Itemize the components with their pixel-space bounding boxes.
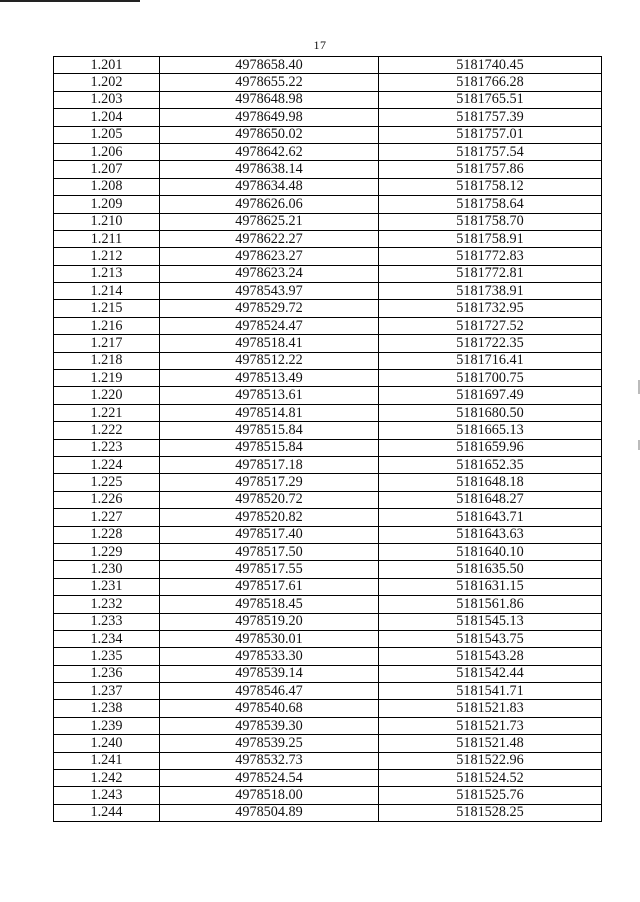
point-number-cell: 1.237 bbox=[54, 683, 160, 700]
table-row bbox=[54, 439, 602, 456]
x-coordinate-cell: 4978539.14 bbox=[160, 665, 379, 682]
y-coordinate-cell: 5181716.41 bbox=[379, 352, 602, 369]
point-number-cell: 1.221 bbox=[54, 404, 160, 421]
y-coordinate-cell: 5181766.28 bbox=[379, 74, 602, 91]
table-row bbox=[54, 178, 602, 195]
x-coordinate-cell: 4978517.61 bbox=[160, 578, 379, 595]
point-number-cell: 1.201 bbox=[54, 57, 160, 74]
table-row bbox=[54, 752, 602, 769]
coordinates-table bbox=[53, 56, 602, 822]
y-coordinate-cell: 5181700.75 bbox=[379, 370, 602, 387]
point-number-cell: 1.203 bbox=[54, 91, 160, 108]
table-row bbox=[54, 735, 602, 752]
y-coordinate-cell: 5181640.10 bbox=[379, 543, 602, 560]
table-row bbox=[54, 387, 602, 404]
y-coordinate-cell: 5181772.83 bbox=[379, 248, 602, 265]
point-number-cell: 1.234 bbox=[54, 630, 160, 647]
x-coordinate-cell: 4978655.22 bbox=[160, 74, 379, 91]
point-number-cell: 1.243 bbox=[54, 787, 160, 804]
y-coordinate-cell: 5181525.76 bbox=[379, 787, 602, 804]
x-coordinate-cell: 4978539.25 bbox=[160, 735, 379, 752]
x-coordinate-cell: 4978517.18 bbox=[160, 456, 379, 473]
y-coordinate-cell: 5181643.71 bbox=[379, 509, 602, 526]
point-number-cell: 1.222 bbox=[54, 422, 160, 439]
table-row bbox=[54, 509, 602, 526]
y-coordinate-cell: 5181643.63 bbox=[379, 526, 602, 543]
x-coordinate-cell: 4978519.20 bbox=[160, 613, 379, 630]
table-row bbox=[54, 700, 602, 717]
table-row bbox=[54, 491, 602, 508]
y-coordinate-cell: 5181757.39 bbox=[379, 109, 602, 126]
x-coordinate-cell: 4978650.02 bbox=[160, 126, 379, 143]
x-coordinate-cell: 4978648.98 bbox=[160, 91, 379, 108]
y-coordinate-cell: 5181541.71 bbox=[379, 683, 602, 700]
table-row bbox=[54, 543, 602, 560]
x-coordinate-cell: 4978518.00 bbox=[160, 787, 379, 804]
y-coordinate-cell: 5181758.70 bbox=[379, 213, 602, 230]
table-row bbox=[54, 404, 602, 421]
x-coordinate-cell: 4978546.47 bbox=[160, 683, 379, 700]
y-coordinate-cell: 5181757.86 bbox=[379, 161, 602, 178]
x-coordinate-cell: 4978543.97 bbox=[160, 283, 379, 300]
y-coordinate-cell: 5181542.44 bbox=[379, 665, 602, 682]
x-coordinate-cell: 4978642.62 bbox=[160, 143, 379, 160]
y-coordinate-cell: 5181648.27 bbox=[379, 491, 602, 508]
x-coordinate-cell: 4978626.06 bbox=[160, 196, 379, 213]
y-coordinate-cell: 5181772.81 bbox=[379, 265, 602, 282]
x-coordinate-cell: 4978524.54 bbox=[160, 770, 379, 787]
x-coordinate-cell: 4978649.98 bbox=[160, 109, 379, 126]
point-number-cell: 1.240 bbox=[54, 735, 160, 752]
point-number-cell: 1.228 bbox=[54, 526, 160, 543]
x-coordinate-cell: 4978622.27 bbox=[160, 230, 379, 247]
point-number-cell: 1.215 bbox=[54, 300, 160, 317]
table-row bbox=[54, 352, 602, 369]
table-row bbox=[54, 717, 602, 734]
point-number-cell: 1.238 bbox=[54, 700, 160, 717]
x-coordinate-cell: 4978658.40 bbox=[160, 57, 379, 74]
x-coordinate-cell: 4978513.49 bbox=[160, 370, 379, 387]
point-number-cell: 1.219 bbox=[54, 370, 160, 387]
y-coordinate-cell: 5181648.18 bbox=[379, 474, 602, 491]
y-coordinate-cell: 5181680.50 bbox=[379, 404, 602, 421]
y-coordinate-cell: 5181521.83 bbox=[379, 700, 602, 717]
table-row bbox=[54, 683, 602, 700]
y-coordinate-cell: 5181521.73 bbox=[379, 717, 602, 734]
y-coordinate-cell: 5181722.35 bbox=[379, 335, 602, 352]
y-coordinate-cell: 5181521.48 bbox=[379, 735, 602, 752]
point-number-cell: 1.220 bbox=[54, 387, 160, 404]
y-coordinate-cell: 5181522.96 bbox=[379, 752, 602, 769]
point-number-cell: 1.208 bbox=[54, 178, 160, 195]
y-coordinate-cell: 5181697.49 bbox=[379, 387, 602, 404]
point-number-cell: 1.242 bbox=[54, 770, 160, 787]
table-row bbox=[54, 161, 602, 178]
table-row bbox=[54, 474, 602, 491]
point-number-cell: 1.229 bbox=[54, 543, 160, 560]
x-coordinate-cell: 4978524.47 bbox=[160, 317, 379, 334]
table-row bbox=[54, 422, 602, 439]
y-coordinate-cell: 5181758.64 bbox=[379, 196, 602, 213]
x-coordinate-cell: 4978540.68 bbox=[160, 700, 379, 717]
x-coordinate-cell: 4978529.72 bbox=[160, 300, 379, 317]
table-row bbox=[54, 804, 602, 821]
table-row bbox=[54, 613, 602, 630]
x-coordinate-cell: 4978518.45 bbox=[160, 596, 379, 613]
y-coordinate-cell: 5181727.52 bbox=[379, 317, 602, 334]
table-row bbox=[54, 143, 602, 160]
table-row bbox=[54, 770, 602, 787]
y-coordinate-cell: 5181528.25 bbox=[379, 804, 602, 821]
table-row bbox=[54, 335, 602, 352]
table-row bbox=[54, 578, 602, 595]
y-coordinate-cell: 5181757.01 bbox=[379, 126, 602, 143]
y-coordinate-cell: 5181659.96 bbox=[379, 439, 602, 456]
table-row bbox=[54, 526, 602, 543]
table-row bbox=[54, 317, 602, 334]
y-coordinate-cell: 5181631.15 bbox=[379, 578, 602, 595]
x-coordinate-cell: 4978520.82 bbox=[160, 509, 379, 526]
x-coordinate-cell: 4978520.72 bbox=[160, 491, 379, 508]
x-coordinate-cell: 4978515.84 bbox=[160, 439, 379, 456]
point-number-cell: 1.223 bbox=[54, 439, 160, 456]
point-number-cell: 1.239 bbox=[54, 717, 160, 734]
page-number: 17 bbox=[313, 38, 327, 52]
point-number-cell: 1.209 bbox=[54, 196, 160, 213]
table-row bbox=[54, 630, 602, 647]
table-row bbox=[54, 74, 602, 91]
point-number-cell: 1.233 bbox=[54, 613, 160, 630]
x-coordinate-cell: 4978514.81 bbox=[160, 404, 379, 421]
y-coordinate-cell: 5181545.13 bbox=[379, 613, 602, 630]
point-number-cell: 1.207 bbox=[54, 161, 160, 178]
x-coordinate-cell: 4978517.50 bbox=[160, 543, 379, 560]
y-coordinate-cell: 5181740.45 bbox=[379, 57, 602, 74]
table-row bbox=[54, 456, 602, 473]
point-number-cell: 1.244 bbox=[54, 804, 160, 821]
point-number-cell: 1.212 bbox=[54, 248, 160, 265]
y-coordinate-cell: 5181561.86 bbox=[379, 596, 602, 613]
table-row bbox=[54, 248, 602, 265]
point-number-cell: 1.210 bbox=[54, 213, 160, 230]
point-number-cell: 1.218 bbox=[54, 352, 160, 369]
table-row bbox=[54, 561, 602, 578]
table-row bbox=[54, 196, 602, 213]
x-coordinate-cell: 4978532.73 bbox=[160, 752, 379, 769]
y-coordinate-cell: 5181652.35 bbox=[379, 456, 602, 473]
point-number-cell: 1.231 bbox=[54, 578, 160, 595]
point-number-cell: 1.230 bbox=[54, 561, 160, 578]
y-coordinate-cell: 5181732.95 bbox=[379, 300, 602, 317]
x-coordinate-cell: 4978638.14 bbox=[160, 161, 379, 178]
y-coordinate-cell: 5181543.28 bbox=[379, 648, 602, 665]
point-number-cell: 1.205 bbox=[54, 126, 160, 143]
table-row bbox=[54, 265, 602, 282]
table-row bbox=[54, 648, 602, 665]
table-row bbox=[54, 370, 602, 387]
point-number-cell: 1.227 bbox=[54, 509, 160, 526]
x-coordinate-cell: 4978539.30 bbox=[160, 717, 379, 734]
table-row bbox=[54, 665, 602, 682]
x-coordinate-cell: 4978623.27 bbox=[160, 248, 379, 265]
y-coordinate-cell: 5181665.13 bbox=[379, 422, 602, 439]
table-row bbox=[54, 283, 602, 300]
x-coordinate-cell: 4978513.61 bbox=[160, 387, 379, 404]
x-coordinate-cell: 4978504.89 bbox=[160, 804, 379, 821]
y-coordinate-cell: 5181524.52 bbox=[379, 770, 602, 787]
y-coordinate-cell: 5181758.12 bbox=[379, 178, 602, 195]
point-number-cell: 1.214 bbox=[54, 283, 160, 300]
table-row bbox=[54, 596, 602, 613]
x-coordinate-cell: 4978517.40 bbox=[160, 526, 379, 543]
point-number-cell: 1.236 bbox=[54, 665, 160, 682]
table-row bbox=[54, 213, 602, 230]
point-number-cell: 1.225 bbox=[54, 474, 160, 491]
scan-corner-mark bbox=[0, 0, 140, 2]
point-number-cell: 1.206 bbox=[54, 143, 160, 160]
y-coordinate-cell: 5181738.91 bbox=[379, 283, 602, 300]
point-number-cell: 1.213 bbox=[54, 265, 160, 282]
point-number-cell: 1.224 bbox=[54, 456, 160, 473]
coordinates-table-body bbox=[54, 57, 602, 822]
x-coordinate-cell: 4978515.84 bbox=[160, 422, 379, 439]
point-number-cell: 1.211 bbox=[54, 230, 160, 247]
table-row bbox=[54, 126, 602, 143]
x-coordinate-cell: 4978512.22 bbox=[160, 352, 379, 369]
point-number-cell: 1.232 bbox=[54, 596, 160, 613]
x-coordinate-cell: 4978634.48 bbox=[160, 178, 379, 195]
point-number-cell: 1.202 bbox=[54, 74, 160, 91]
y-coordinate-cell: 5181635.50 bbox=[379, 561, 602, 578]
y-coordinate-cell: 5181543.75 bbox=[379, 630, 602, 647]
point-number-cell: 1.204 bbox=[54, 109, 160, 126]
table-row bbox=[54, 300, 602, 317]
x-coordinate-cell: 4978533.30 bbox=[160, 648, 379, 665]
point-number-cell: 1.216 bbox=[54, 317, 160, 334]
table-row bbox=[54, 787, 602, 804]
table-row bbox=[54, 91, 602, 108]
x-coordinate-cell: 4978517.55 bbox=[160, 561, 379, 578]
table-row bbox=[54, 230, 602, 247]
x-coordinate-cell: 4978625.21 bbox=[160, 213, 379, 230]
point-number-cell: 1.235 bbox=[54, 648, 160, 665]
y-coordinate-cell: 5181757.54 bbox=[379, 143, 602, 160]
y-coordinate-cell: 5181758.91 bbox=[379, 230, 602, 247]
x-coordinate-cell: 4978530.01 bbox=[160, 630, 379, 647]
point-number-cell: 1.241 bbox=[54, 752, 160, 769]
point-number-cell: 1.217 bbox=[54, 335, 160, 352]
table-row bbox=[54, 109, 602, 126]
table-row bbox=[54, 57, 602, 74]
y-coordinate-cell: 5181765.51 bbox=[379, 91, 602, 108]
x-coordinate-cell: 4978623.24 bbox=[160, 265, 379, 282]
x-coordinate-cell: 4978517.29 bbox=[160, 474, 379, 491]
x-coordinate-cell: 4978518.41 bbox=[160, 335, 379, 352]
point-number-cell: 1.226 bbox=[54, 491, 160, 508]
